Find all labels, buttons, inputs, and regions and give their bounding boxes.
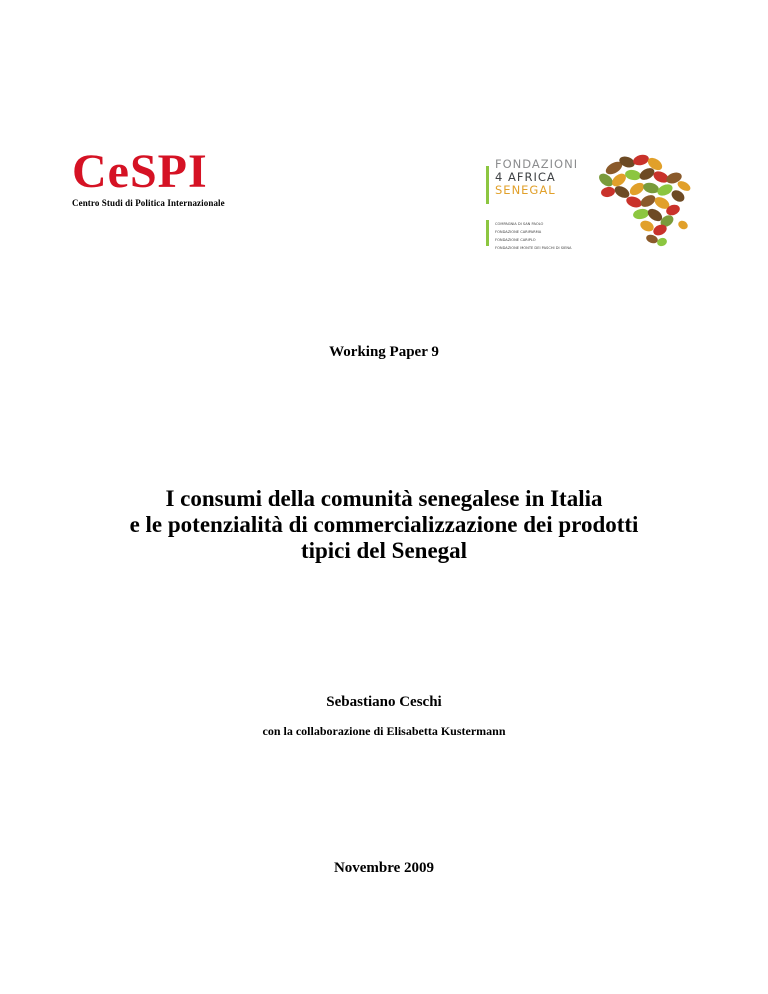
f4a-title-line3: SENEGAL (495, 183, 556, 197)
sponsor-item: FONDAZIONE CARIPLO (495, 238, 536, 242)
logo-accent-bar-top (486, 166, 489, 204)
f4a-title (495, 158, 578, 197)
logo-accent-bar-bottom (486, 220, 489, 246)
cespi-logo (72, 145, 242, 208)
sponsor-item: FONDAZIONE CARIPARMA (495, 230, 542, 234)
f4a-title-line2: 4 AFRICA (495, 170, 556, 184)
title-line: tipici del Senegal (300, 538, 468, 563)
sponsor-item: COMPAGNIA DI SAN PAOLO (495, 222, 544, 226)
f4a-title-line1: FONDAZIONI (495, 157, 579, 171)
sponsor-item: FONDAZIONE MONTE DEI PASCHI DI SIENA (495, 246, 572, 250)
author-name: Sebastiano Ceschi (326, 694, 442, 710)
title-line: e le potenzialità di commercializzazione dei prodotti (129, 512, 639, 537)
title-line: I consumi della comunità senegalese in Italia (165, 486, 603, 511)
series-label: Working Paper 9 (329, 344, 439, 360)
cespi-wordmark: CeSPI (72, 145, 208, 198)
collaboration-note: con la collaborazione di Elisabetta Kustermann (262, 724, 506, 738)
document-title (0, 486, 768, 564)
publication-date: Novembre 2009 (333, 860, 435, 876)
f4a-sponsor-list (495, 220, 571, 252)
africa-leaves-icon (594, 150, 694, 252)
cespi-subtitle: Centro Studi di Politica Internazionale (72, 198, 225, 208)
